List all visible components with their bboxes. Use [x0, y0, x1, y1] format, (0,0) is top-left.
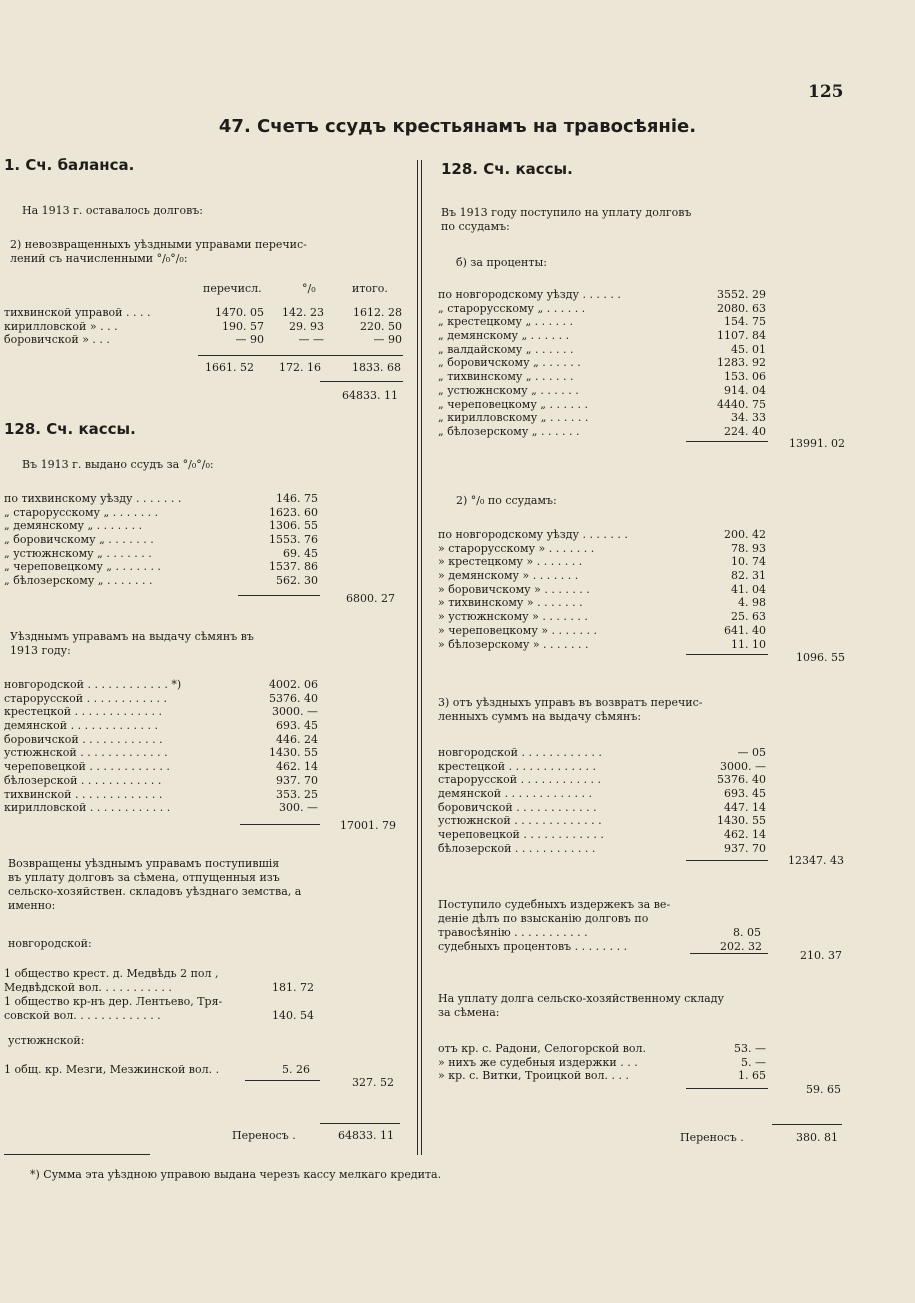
refund-row3: 1 общ. кр. Мезги, Мезжинской вол. . — [4, 1063, 220, 1076]
table-row — [438, 288, 768, 302]
row-label: отъ кр. с. Радони, Селогорской вол. — [438, 1042, 647, 1055]
row-label: боровичской . . . . . . . . . . . . — [438, 800, 597, 814]
row-label: » боровичскому » . . . . . . . — [438, 582, 590, 596]
row-label: по новгородскому уѣзду . . . . . . . — [438, 528, 628, 541]
row-label: „ бѣлозерскому „ . . . . . . . — [4, 574, 153, 588]
table-row — [438, 773, 768, 787]
balance-intro: На 1913 г. оставалось долговъ: — [22, 204, 203, 217]
row-label: демянской . . . . . . . . . . . . . — [4, 719, 159, 733]
table-row — [438, 842, 768, 856]
table-row — [438, 1042, 768, 1056]
loans-table — [438, 528, 768, 651]
rule — [198, 355, 403, 356]
returned-heading: 2) невозвращенныхъ уѣздными управами перечис- лений съ начисленными °/₀°/₀: — [10, 238, 307, 265]
table-row — [438, 555, 768, 569]
court-v2: 202. 32 — [720, 940, 762, 953]
row-value: 53. — — [734, 1042, 766, 1055]
court-row2: судебныхъ процентовъ . . . . . . . . — [438, 940, 628, 953]
col-header-transferred: перечисл. — [203, 282, 262, 295]
cell-a: 190. 57 — [222, 319, 264, 333]
table-row — [438, 425, 768, 439]
rule — [238, 595, 320, 596]
table-row — [4, 547, 320, 561]
interest-total: 13991. 02 — [789, 437, 845, 450]
row-label: „ боровичскому „ . . . . . . — [438, 356, 581, 370]
table-row — [4, 719, 320, 733]
row-label: тихвинской . . . . . . . . . . . . . — [4, 787, 163, 801]
table-row — [438, 1056, 768, 1070]
table-row — [4, 533, 320, 547]
row-label: устюжнской . . . . . . . . . . . . . — [4, 746, 168, 760]
row-label: „ старорусскому „ . . . . . . . — [4, 505, 159, 519]
cash-heading-left: 128. Сч. кассы. — [4, 420, 136, 438]
row-label: старорусской . . . . . . . . . . . . — [438, 773, 602, 787]
row-value: 462. 14 — [276, 760, 318, 774]
balance-heading: 1. Сч. баланса. — [4, 156, 135, 174]
seeds-table-left — [4, 678, 320, 815]
rule — [320, 381, 403, 382]
row-value: 5376. 40 — [269, 691, 318, 705]
table-row — [438, 356, 768, 370]
table-row — [438, 1069, 768, 1083]
seeds-intro-left: Уѣзднымъ управамъ на выдачу сѣмянъ въ 1913 году: — [10, 630, 254, 657]
table-row — [438, 760, 768, 774]
refund-v1: 181. 72 — [272, 981, 314, 994]
rule — [245, 1080, 320, 1081]
row-value: 562. 30 — [276, 574, 318, 588]
row-value: 300. — — [279, 801, 318, 815]
refund-v3: 5. 26 — [282, 1063, 310, 1076]
cell-b: 29. 93 — [289, 319, 324, 333]
table-row — [438, 746, 768, 760]
row-value: 3552. 29 — [717, 288, 766, 301]
interest-table — [438, 288, 768, 439]
table-row — [438, 596, 768, 610]
row-value: 5376. 40 — [717, 773, 766, 787]
cell-c: — 90 — [373, 333, 402, 347]
row-label: » бѣлозерскому » . . . . . . . — [438, 637, 589, 651]
row-label: боровичской » . . . — [4, 333, 110, 347]
row-value: 5. — — [741, 1055, 766, 1069]
row-label: „ устюжнскому „ . . . . . . . — [4, 546, 152, 560]
cell-a: — 90 — [235, 333, 264, 347]
rule — [686, 654, 768, 655]
row-value: 200. 42 — [724, 528, 766, 541]
row-value: 353. 25 — [276, 787, 318, 801]
table-row — [438, 828, 768, 842]
row-label: „ демянскому „ . . . . . . . — [4, 519, 143, 533]
refund-row1b: Медвѣдской вол. . . . . . . . . . . — [4, 981, 172, 994]
row-label: по тихвинскому уѣзду . . . . . . . — [4, 492, 182, 505]
row-value: 4440. 75 — [717, 397, 766, 411]
rule — [320, 1123, 400, 1124]
table-row — [4, 801, 320, 815]
refund-novg: новгородской: — [8, 937, 92, 950]
row-label: крестецкой . . . . . . . . . . . . . — [4, 705, 162, 719]
refund-ust: устюжнской: — [8, 1034, 85, 1047]
row-label: „ кирилловскому „ . . . . . . — [438, 411, 589, 425]
refund-intro: Возвращены уѣзднымъ управамъ поступившія въ уплату долговъ за сѣмена, отпущенныя изъ сельско-хозяйствен. складовъ уѣзднаго земства, а именно: — [8, 857, 302, 912]
row-value: 1537. 86 — [269, 560, 318, 574]
cell-b: 142. 23 — [282, 306, 324, 319]
table-row — [4, 746, 320, 760]
col-header-percent: °/₀ — [302, 282, 316, 295]
row-label: бѣлозерской . . . . . . . . . . . . — [4, 773, 162, 787]
row-value: 937. 70 — [724, 841, 766, 855]
table-row — [438, 542, 768, 556]
table-row — [4, 760, 320, 774]
table-row — [438, 801, 768, 815]
row-label: кирилловской . . . . . . . . . . . . — [4, 801, 171, 815]
row-label: » демянскому » . . . . . . . — [438, 569, 579, 583]
column-divider — [417, 160, 418, 1155]
table-row — [438, 411, 768, 425]
row-value: — 05 — [737, 746, 766, 759]
table-row — [438, 343, 768, 357]
loans-heading: 2) °/₀ по ссудамъ: — [456, 494, 557, 507]
row-label: » крестецкому » . . . . . . . — [438, 555, 583, 569]
interest-heading: б) за проценты: — [456, 256, 547, 269]
issued-total: 6800. 27 — [346, 592, 395, 605]
row-value: 45. 01 — [731, 342, 766, 356]
table-row — [438, 638, 768, 652]
row-value: 693. 45 — [724, 787, 766, 801]
row-value: 641. 40 — [724, 623, 766, 637]
table-row — [4, 320, 404, 334]
table-row — [438, 370, 768, 384]
row-value: 462. 14 — [724, 828, 766, 842]
row-label: » старорусскому » . . . . . . . — [438, 541, 595, 555]
seeds-table-right — [438, 746, 768, 856]
table-row — [4, 692, 320, 706]
cash-intro-right: Въ 1913 году поступило на уплату долговъ по ссудамъ: — [441, 206, 692, 233]
table-row — [438, 329, 768, 343]
carry-value-right: 380. 81 — [796, 1131, 838, 1144]
table-row — [438, 624, 768, 638]
row-label: » устюжнскому » . . . . . . . — [438, 610, 588, 624]
refund-v2: 140. 54 — [272, 1009, 314, 1022]
row-value: 446. 24 — [276, 732, 318, 746]
col-header-total: итого. — [352, 282, 388, 295]
row-label: „ крестецкому „ . . . . . . — [438, 315, 574, 329]
row-value: 146. 75 — [276, 492, 318, 505]
table-row — [438, 814, 768, 828]
row-value: 2080. 63 — [717, 301, 766, 315]
table-row — [4, 788, 320, 802]
carry-label-right: Переносъ . — [680, 1131, 744, 1144]
footnote-rule — [4, 1154, 150, 1155]
court-total: 210. 37 — [800, 949, 842, 962]
table-row — [4, 506, 320, 520]
refund-total: 327. 52 — [352, 1076, 394, 1089]
table-row — [438, 315, 768, 329]
rule — [772, 1124, 842, 1125]
row-value: 693. 45 — [276, 719, 318, 733]
refund-row1a: 1 общество крест. д. Медвѣдь 2 пол , — [4, 967, 219, 980]
row-label: „ боровичскому „ . . . . . . . — [4, 533, 154, 547]
row-value: 1553. 76 — [269, 533, 318, 547]
row-value: 34. 33 — [731, 411, 766, 425]
table-row — [438, 384, 768, 398]
row-value: 1623. 60 — [269, 505, 318, 519]
row-value: 4002. 06 — [269, 678, 318, 691]
row-label: по новгородскому уѣзду . . . . . . — [438, 288, 621, 301]
table-row — [4, 333, 404, 347]
table-row — [4, 306, 404, 320]
table-row — [438, 398, 768, 412]
row-value: 153. 06 — [724, 370, 766, 384]
row-label: тихвинской управой . . . . — [4, 306, 151, 319]
rule — [686, 441, 768, 442]
page-title: 47. Счетъ ссудъ крестьянамъ на травосѣяніе. — [218, 116, 697, 137]
row-label: » тихвинскому » . . . . . . . — [438, 596, 583, 610]
row-value: 3000. — — [272, 705, 318, 719]
row-label: бѣлозерской . . . . . . . . . . . . — [438, 841, 596, 855]
row-label: „ старорусскому „ . . . . . . — [438, 301, 586, 315]
row-label: » череповецкому » . . . . . . . — [438, 623, 597, 637]
row-value: 11. 10 — [731, 637, 766, 651]
table-row — [4, 560, 320, 574]
table-row — [4, 774, 320, 788]
row-label: „ демянскому „ . . . . . . — [438, 329, 570, 343]
court-v1: 8. 05 — [733, 926, 761, 939]
cash-heading-right: 128. Сч. кассы. — [441, 160, 573, 178]
table-row — [4, 678, 320, 692]
returned-total-c: 1833. 68 — [352, 361, 401, 374]
table-row — [438, 583, 768, 597]
table-row — [4, 733, 320, 747]
row-label: „ тихвинскому „ . . . . . . — [438, 370, 574, 384]
row-value: 224. 40 — [724, 424, 766, 438]
issued-table — [4, 492, 320, 588]
cell-a: 1470. 05 — [215, 306, 264, 319]
row-value: 447. 14 — [724, 800, 766, 814]
table-row — [438, 569, 768, 583]
warehouse-total: 59. 65 — [806, 1083, 841, 1096]
row-label: „ валдайскому „ . . . . . . — [438, 342, 574, 356]
warehouse-intro: На уплату долга сельско-хозяйственному складу за сѣмена: — [438, 992, 724, 1019]
row-label: „ устюжнскому „ . . . . . . — [438, 383, 579, 397]
row-label: » кр. с. Витки, Троицкой вол. . . . — [438, 1069, 630, 1083]
cell-c: 1612. 28 — [353, 306, 402, 319]
table-row — [4, 519, 320, 533]
row-value: 154. 75 — [724, 315, 766, 329]
table-row — [4, 574, 320, 588]
row-label: » нихъ же судебныя издержки . . . — [438, 1055, 638, 1069]
table-row — [4, 492, 320, 506]
row-value: 914. 04 — [724, 383, 766, 397]
returned-total-b: 172. 16 — [279, 361, 321, 374]
returned-table — [4, 306, 404, 347]
row-value: 82. 31 — [731, 569, 766, 583]
seeds-heading-right: 3) отъ уѣздныхъ управъ въ возвратъ перечис- ленныхъ суммъ на выдачу сѣмянъ: — [438, 696, 703, 723]
row-label: „ череповецкому „ . . . . . . — [438, 397, 588, 411]
rule — [240, 824, 320, 825]
row-value: 1306. 55 — [269, 519, 318, 533]
row-value: 937. 70 — [276, 773, 318, 787]
row-label: боровичской . . . . . . . . . . . . — [4, 732, 163, 746]
refund-row2a: 1 общество кр-нъ дер. Лентьево, Тря- — [4, 995, 223, 1008]
loans-total: 1096. 55 — [796, 651, 845, 664]
refund-row2b: совской вол. . . . . . . . . . . . . — [4, 1009, 161, 1022]
row-label: „ череповецкому „ . . . . . . . — [4, 560, 161, 574]
row-label: новгородской . . . . . . . . . . . . *) — [4, 678, 182, 691]
warehouse-table — [438, 1042, 768, 1083]
row-label: устюжнской . . . . . . . . . . . . . — [438, 814, 602, 828]
row-value: 1283. 92 — [717, 356, 766, 370]
row-value: 69. 45 — [283, 546, 318, 560]
row-label: старорусской . . . . . . . . . . . . — [4, 691, 168, 705]
table-row — [4, 705, 320, 719]
footnote: *) Сумма эта уѣздною управою выдана черезъ кассу мелкаго кредита. — [30, 1168, 442, 1181]
rule — [686, 860, 768, 861]
column-divider — [421, 160, 422, 1155]
table-row — [438, 302, 768, 316]
returned-total-a: 1661. 52 — [205, 361, 254, 374]
seeds-total-left: 17001. 79 — [340, 819, 396, 832]
row-value: 1430. 55 — [717, 814, 766, 828]
row-label: „ бѣлозерскому „ . . . . . . — [438, 424, 580, 438]
row-label: кирилловской » . . . — [4, 319, 118, 333]
row-label: череповецкой . . . . . . . . . . . . — [438, 828, 604, 842]
court-intro: Поступило судебныхъ издержекъ за ве- деніе дѣлъ по взысканію долговъ по травосѣянію . . . . . . . . . . . — [438, 898, 671, 939]
carry-value-left: 64833. 11 — [338, 1129, 394, 1142]
carry-label-left: Переносъ . — [232, 1129, 296, 1142]
row-value: 1107. 84 — [717, 329, 766, 343]
row-value: 3000. — — [720, 759, 766, 773]
rule — [690, 953, 768, 954]
row-value: 41. 04 — [731, 582, 766, 596]
row-label: череповецкой . . . . . . . . . . . . — [4, 760, 170, 774]
row-label: новгородской . . . . . . . . . . . . — [438, 746, 602, 759]
row-value: 10. 74 — [731, 555, 766, 569]
row-value: 4. 98 — [738, 596, 766, 610]
row-value: 1. 65 — [738, 1069, 766, 1083]
row-label: крестецкой . . . . . . . . . . . . . — [438, 759, 596, 773]
row-value: 78. 93 — [731, 541, 766, 555]
page-number: 125 — [808, 82, 844, 102]
table-row — [438, 528, 768, 542]
row-value: 25. 63 — [731, 610, 766, 624]
balance-total: 64833. 11 — [342, 389, 398, 402]
table-row — [438, 610, 768, 624]
table-row — [438, 787, 768, 801]
row-value: 1430. 55 — [269, 746, 318, 760]
cell-b: — — — [298, 333, 324, 347]
row-label: демянской . . . . . . . . . . . . . — [438, 787, 593, 801]
seeds-total-right: 12347. 43 — [788, 854, 844, 867]
cell-c: 220. 50 — [360, 319, 402, 333]
cash-intro-left: Въ 1913 г. выдано ссудъ за °/₀°/₀: — [22, 458, 214, 471]
rule — [686, 1088, 768, 1089]
